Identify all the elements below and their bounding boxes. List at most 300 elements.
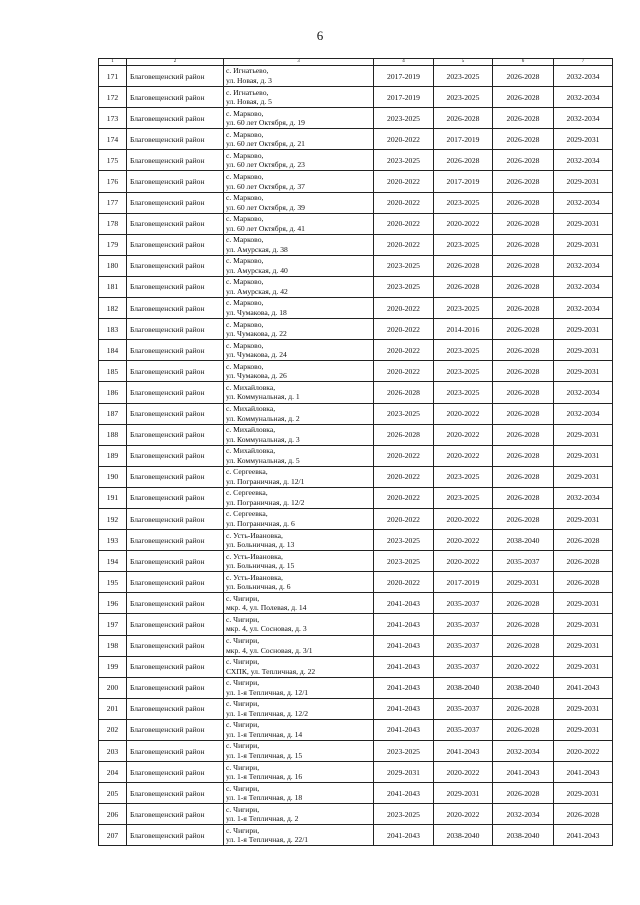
- address-street: ул. Коммунальная, д. 5: [226, 455, 300, 465]
- address-locality: с. Марково,: [226, 277, 264, 287]
- table-row: [99, 171, 613, 192]
- row-number: 201: [99, 698, 127, 719]
- period-col5-cell: 2020-2022: [434, 424, 493, 445]
- address-street: ул. Чумакова, д. 18: [226, 308, 287, 318]
- period-col6-cell: 2026-2028: [493, 361, 554, 382]
- column-header: 6: [493, 59, 554, 66]
- period-col4-cell: 2020-2022: [374, 445, 434, 466]
- period-col5-cell: 2029-2031: [434, 783, 493, 804]
- address-street: ул. 1-я Тепличная, д. 12/1: [226, 687, 309, 697]
- table-row: [99, 614, 613, 635]
- address-locality: с. Чигири,: [226, 635, 260, 645]
- district-cell: Благовещенский район: [127, 741, 224, 762]
- period-col4-cell: 2023-2025: [374, 403, 434, 424]
- district-cell: Благовещенский район: [127, 635, 224, 656]
- period-col4-cell: 2026-2028: [374, 382, 434, 403]
- address-cell: [224, 319, 374, 340]
- address-cell: [224, 741, 374, 762]
- address-street: ул. Пограничная, д. 6: [226, 519, 295, 529]
- address-locality: с. Марково,: [226, 129, 264, 139]
- table-row: [99, 804, 613, 825]
- table-row: [99, 298, 613, 319]
- table-row: [99, 66, 613, 87]
- row-number: 178: [99, 213, 127, 234]
- address-cell: [224, 276, 374, 297]
- table-row: [99, 593, 613, 614]
- address-locality: с. Чигири,: [226, 741, 260, 751]
- address-street: ул. 60 лет Октября, д. 21: [226, 139, 305, 149]
- address-street: ул. 60 лет Октября, д. 19: [226, 118, 305, 128]
- table-row: [99, 361, 613, 382]
- period-col4-cell: 2023-2025: [374, 551, 434, 572]
- district-cell: Благовещенский район: [127, 424, 224, 445]
- period-col7-cell: 2020-2022: [554, 741, 613, 762]
- address-locality: с. Чигири,: [226, 678, 260, 688]
- address-cell: [224, 698, 374, 719]
- period-col7-cell: 2029-2031: [554, 656, 613, 677]
- period-col5-cell: 2023-2025: [434, 192, 493, 213]
- period-col5-cell: 2035-2037: [434, 656, 493, 677]
- period-col6-cell: 2026-2028: [493, 276, 554, 297]
- table-row: [99, 445, 613, 466]
- address-cell: [224, 614, 374, 635]
- period-col5-cell: 2023-2025: [434, 487, 493, 508]
- row-number: 171: [99, 66, 127, 87]
- district-cell: Благовещенский район: [127, 783, 224, 804]
- period-col7-cell: 2029-2031: [554, 129, 613, 150]
- period-col7-cell: 2032-2034: [554, 403, 613, 424]
- period-col4-cell: 2023-2025: [374, 741, 434, 762]
- period-col5-cell: 2026-2028: [434, 150, 493, 171]
- address-street: ул. 60 лет Октября, д. 41: [226, 223, 305, 233]
- period-col7-cell: 2029-2031: [554, 719, 613, 740]
- period-col7-cell: 2032-2034: [554, 382, 613, 403]
- table-body: [99, 59, 613, 846]
- period-col6-cell: 2026-2028: [493, 487, 554, 508]
- table-row: [99, 741, 613, 762]
- district-cell: Благовещенский район: [127, 530, 224, 551]
- period-col5-cell: 2035-2037: [434, 593, 493, 614]
- period-col6-cell: 2026-2028: [493, 87, 554, 108]
- address-locality: с. Чигири,: [226, 657, 260, 667]
- address-cell: [224, 593, 374, 614]
- period-col5-cell: 2026-2028: [434, 276, 493, 297]
- address-cell: [224, 87, 374, 108]
- table-row: [99, 382, 613, 403]
- period-col4-cell: 2020-2022: [374, 171, 434, 192]
- address-locality: с. Марково,: [226, 235, 264, 245]
- period-col6-cell: 2038-2040: [493, 825, 554, 846]
- row-number: 184: [99, 340, 127, 361]
- district-cell: Благовещенский район: [127, 593, 224, 614]
- row-number: 181: [99, 276, 127, 297]
- period-col7-cell: 2026-2028: [554, 530, 613, 551]
- period-col5-cell: 2023-2025: [434, 340, 493, 361]
- district-cell: Благовещенский район: [127, 171, 224, 192]
- period-col5-cell: 2035-2037: [434, 698, 493, 719]
- address-cell: [224, 192, 374, 213]
- district-cell: Благовещенский район: [127, 234, 224, 255]
- address-street: ул. Амурская, д. 40: [226, 265, 288, 275]
- period-col4-cell: 2020-2022: [374, 487, 434, 508]
- row-number: 199: [99, 656, 127, 677]
- period-col7-cell: 2029-2031: [554, 445, 613, 466]
- address-cell: [224, 382, 374, 403]
- period-col4-cell: 2041-2043: [374, 656, 434, 677]
- address-street: ул. Больничная, д. 13: [226, 540, 295, 550]
- period-col6-cell: 2026-2028: [493, 424, 554, 445]
- address-locality: с. Сергеевка,: [226, 488, 268, 498]
- address-locality: с. Сергеевка,: [226, 509, 268, 519]
- table-row: [99, 530, 613, 551]
- district-cell: Благовещенский район: [127, 698, 224, 719]
- address-street: ул. 1-я Тепличная, д. 16: [226, 772, 303, 782]
- column-header: 5: [434, 59, 493, 66]
- period-col6-cell: 2020-2022: [493, 656, 554, 677]
- address-street: мкр. 4, ул. Сосновая, д. 3/1: [226, 645, 313, 655]
- period-col4-cell: 2023-2025: [374, 255, 434, 276]
- period-col7-cell: 2041-2043: [554, 825, 613, 846]
- period-col7-cell: 2029-2031: [554, 593, 613, 614]
- address-locality: с. Игнатьево,: [226, 66, 269, 76]
- period-col6-cell: 2038-2040: [493, 677, 554, 698]
- period-col4-cell: 2029-2031: [374, 762, 434, 783]
- period-col5-cell: 2038-2040: [434, 825, 493, 846]
- address-locality: с. Марково,: [226, 340, 264, 350]
- address-locality: с. Чигири,: [226, 825, 260, 835]
- address-locality: с. Чигири,: [226, 614, 260, 624]
- row-number: 176: [99, 171, 127, 192]
- address-street: ул. Новая, д. 5: [226, 97, 272, 107]
- row-number: 203: [99, 741, 127, 762]
- address-locality: с. Марково,: [226, 171, 264, 181]
- period-col7-cell: 2032-2034: [554, 255, 613, 276]
- address-cell: [224, 361, 374, 382]
- period-col5-cell: 2020-2022: [434, 762, 493, 783]
- district-cell: Благовещенский район: [127, 614, 224, 635]
- table-row: [99, 150, 613, 171]
- table-row: [99, 656, 613, 677]
- period-col4-cell: 2026-2028: [374, 424, 434, 445]
- district-cell: Благовещенский район: [127, 66, 224, 87]
- address-street: ул. Амурская, д. 42: [226, 286, 288, 296]
- row-number: 198: [99, 635, 127, 656]
- address-cell: [224, 213, 374, 234]
- column-header: 1: [99, 59, 127, 66]
- row-number: 197: [99, 614, 127, 635]
- period-col5-cell: 2020-2022: [434, 403, 493, 424]
- district-cell: Благовещенский район: [127, 192, 224, 213]
- period-col4-cell: 2041-2043: [374, 783, 434, 804]
- address-street: ул. 1-я Тепличная, д. 22/1: [226, 835, 309, 845]
- period-col4-cell: 2023-2025: [374, 530, 434, 551]
- period-col6-cell: 2026-2028: [493, 635, 554, 656]
- period-col4-cell: 2041-2043: [374, 719, 434, 740]
- period-col5-cell: 2020-2022: [434, 530, 493, 551]
- period-col5-cell: 2035-2037: [434, 614, 493, 635]
- period-col5-cell: 2023-2025: [434, 234, 493, 255]
- period-col6-cell: 2026-2028: [493, 719, 554, 740]
- table-row: [99, 825, 613, 846]
- table-row: [99, 466, 613, 487]
- period-col4-cell: 2023-2025: [374, 804, 434, 825]
- period-col6-cell: 2026-2028: [493, 614, 554, 635]
- period-col6-cell: 2026-2028: [493, 319, 554, 340]
- row-number: 190: [99, 466, 127, 487]
- table-row: [99, 129, 613, 150]
- address-cell: [224, 108, 374, 129]
- period-col6-cell: 2032-2034: [493, 804, 554, 825]
- column-header: 7: [554, 59, 613, 66]
- address-cell: [224, 719, 374, 740]
- period-col4-cell: 2020-2022: [374, 298, 434, 319]
- address-street: ул. Пограничная, д. 12/1: [226, 476, 305, 486]
- district-cell: Благовещенский район: [127, 804, 224, 825]
- row-number: 205: [99, 783, 127, 804]
- address-cell: [224, 66, 374, 87]
- period-col6-cell: 2026-2028: [493, 129, 554, 150]
- address-locality: с. Чигири,: [226, 762, 260, 772]
- address-locality: с. Михайловка,: [226, 425, 276, 435]
- address-street: мкр. 4, ул. Сосновая, д. 3: [226, 624, 307, 634]
- table-row: [99, 783, 613, 804]
- period-col7-cell: 2026-2028: [554, 551, 613, 572]
- address-locality: с. Усть-Ивановка,: [226, 551, 283, 561]
- period-col5-cell: 2023-2025: [434, 361, 493, 382]
- address-cell: [224, 171, 374, 192]
- district-cell: Благовещенский район: [127, 762, 224, 783]
- address-locality: с. Михайловка,: [226, 382, 276, 392]
- period-col7-cell: 2032-2034: [554, 298, 613, 319]
- table-row: [99, 635, 613, 656]
- page-number: 6: [316, 28, 324, 43]
- address-cell: [224, 530, 374, 551]
- period-col7-cell: 2032-2034: [554, 192, 613, 213]
- address-street: ул. 1-я Тепличная, д. 18: [226, 793, 303, 803]
- period-col4-cell: 2020-2022: [374, 466, 434, 487]
- district-cell: Благовещенский район: [127, 487, 224, 508]
- address-locality: с. Усть-Ивановка,: [226, 572, 283, 582]
- period-col7-cell: 2029-2031: [554, 698, 613, 719]
- row-number: 187: [99, 403, 127, 424]
- period-col4-cell: 2017-2019: [374, 87, 434, 108]
- district-cell: Благовещенский район: [127, 719, 224, 740]
- period-col5-cell: 2020-2022: [434, 551, 493, 572]
- address-street: ул. Чумакова, д. 26: [226, 371, 287, 381]
- address-cell: [224, 403, 374, 424]
- period-col7-cell: 2041-2043: [554, 677, 613, 698]
- period-col6-cell: 2026-2028: [493, 508, 554, 529]
- period-col4-cell: 2020-2022: [374, 234, 434, 255]
- address-cell: [224, 762, 374, 783]
- address-locality: с. Чигири,: [226, 720, 260, 730]
- address-street: ул. Пограничная, д. 12/2: [226, 497, 305, 507]
- district-cell: Благовещенский район: [127, 361, 224, 382]
- address-street: ул. 1-я Тепличная, д. 15: [226, 751, 303, 761]
- period-col4-cell: 2023-2025: [374, 108, 434, 129]
- period-col6-cell: 2026-2028: [493, 783, 554, 804]
- row-number: 172: [99, 87, 127, 108]
- period-col5-cell: 2020-2022: [434, 213, 493, 234]
- period-col4-cell: 2023-2025: [374, 276, 434, 297]
- schedule-table: [98, 58, 613, 846]
- period-col6-cell: 2026-2028: [493, 698, 554, 719]
- address-cell: [224, 804, 374, 825]
- period-col6-cell: 2026-2028: [493, 171, 554, 192]
- period-col6-cell: 2026-2028: [493, 593, 554, 614]
- period-col7-cell: 2029-2031: [554, 213, 613, 234]
- district-cell: Благовещенский район: [127, 276, 224, 297]
- row-number: 200: [99, 677, 127, 698]
- period-col5-cell: 2020-2022: [434, 804, 493, 825]
- table-row: [99, 677, 613, 698]
- district-cell: Благовещенский район: [127, 677, 224, 698]
- address-cell: [224, 255, 374, 276]
- period-col5-cell: 2023-2025: [434, 466, 493, 487]
- period-col7-cell: 2032-2034: [554, 487, 613, 508]
- address-locality: с. Марково,: [226, 108, 264, 118]
- period-col6-cell: 2026-2028: [493, 298, 554, 319]
- period-col7-cell: 2029-2031: [554, 508, 613, 529]
- period-col6-cell: 2026-2028: [493, 255, 554, 276]
- district-cell: Благовещенский район: [127, 445, 224, 466]
- row-number: 193: [99, 530, 127, 551]
- period-col6-cell: 2026-2028: [493, 466, 554, 487]
- district-cell: Благовещенский район: [127, 466, 224, 487]
- table-row: [99, 403, 613, 424]
- period-col4-cell: 2041-2043: [374, 614, 434, 635]
- period-col5-cell: 2020-2022: [434, 445, 493, 466]
- period-col7-cell: 2029-2031: [554, 424, 613, 445]
- address-locality: с. Марково,: [226, 319, 264, 329]
- address-street: ул. 60 лет Октября, д. 37: [226, 181, 305, 191]
- row-number: 186: [99, 382, 127, 403]
- table-row: [99, 192, 613, 213]
- row-number: 204: [99, 762, 127, 783]
- column-header: 3: [224, 59, 374, 66]
- period-col6-cell: 2026-2028: [493, 403, 554, 424]
- address-street: ул. 60 лет Октября, д. 23: [226, 160, 305, 170]
- address-cell: [224, 635, 374, 656]
- address-street: ул. Чумакова, д. 24: [226, 350, 287, 360]
- period-col5-cell: 2023-2025: [434, 87, 493, 108]
- period-col5-cell: 2038-2040: [434, 677, 493, 698]
- row-number: 202: [99, 719, 127, 740]
- table-row: [99, 213, 613, 234]
- address-locality: с. Чигири,: [226, 804, 260, 814]
- period-col6-cell: 2026-2028: [493, 340, 554, 361]
- period-col4-cell: 2020-2022: [374, 572, 434, 593]
- table-row: [99, 340, 613, 361]
- period-col7-cell: 2032-2034: [554, 276, 613, 297]
- district-cell: Благовещенский район: [127, 108, 224, 129]
- row-number: 188: [99, 424, 127, 445]
- address-cell: [224, 783, 374, 804]
- period-col7-cell: 2029-2031: [554, 234, 613, 255]
- address-locality: с. Игнатьево,: [226, 87, 269, 97]
- row-number: 192: [99, 508, 127, 529]
- table-row: [99, 319, 613, 340]
- column-number-row: [99, 59, 613, 66]
- address-cell: [224, 508, 374, 529]
- period-col7-cell: 2032-2034: [554, 87, 613, 108]
- address-street: ул. 1-я Тепличная, д. 2: [226, 814, 299, 824]
- row-number: 191: [99, 487, 127, 508]
- address-locality: с. Сергеевка,: [226, 467, 268, 477]
- address-locality: с. Михайловка,: [226, 446, 276, 456]
- column-header: 2: [127, 59, 224, 66]
- period-col4-cell: 2041-2043: [374, 635, 434, 656]
- district-cell: Благовещенский район: [127, 382, 224, 403]
- row-number: 195: [99, 572, 127, 593]
- period-col6-cell: 2041-2043: [493, 762, 554, 783]
- district-cell: Благовещенский район: [127, 340, 224, 361]
- district-cell: Благовещенский район: [127, 508, 224, 529]
- address-cell: [224, 656, 374, 677]
- address-street: ул. Больничная, д. 6: [226, 582, 291, 592]
- period-col6-cell: 2026-2028: [493, 192, 554, 213]
- period-col4-cell: 2023-2025: [374, 150, 434, 171]
- address-locality: с. Марково,: [226, 150, 264, 160]
- period-col6-cell: 2026-2028: [493, 445, 554, 466]
- period-col7-cell: 2029-2031: [554, 319, 613, 340]
- address-street: ул. Амурская, д. 38: [226, 244, 288, 254]
- table-row: [99, 719, 613, 740]
- period-col5-cell: 2041-2043: [434, 741, 493, 762]
- address-locality: с. Марково,: [226, 361, 264, 371]
- period-col5-cell: 2035-2037: [434, 719, 493, 740]
- period-col7-cell: 2029-2031: [554, 361, 613, 382]
- row-number: 206: [99, 804, 127, 825]
- table-row: [99, 551, 613, 572]
- period-col5-cell: 2023-2025: [434, 298, 493, 319]
- district-cell: Благовещенский район: [127, 572, 224, 593]
- address-cell: [224, 572, 374, 593]
- period-col4-cell: 2017-2019: [374, 66, 434, 87]
- row-number: 189: [99, 445, 127, 466]
- district-cell: Благовещенский район: [127, 150, 224, 171]
- period-col7-cell: 2029-2031: [554, 466, 613, 487]
- period-col4-cell: 2041-2043: [374, 677, 434, 698]
- period-col7-cell: 2029-2031: [554, 171, 613, 192]
- table-row: [99, 276, 613, 297]
- address-cell: [224, 340, 374, 361]
- district-cell: Благовещенский район: [127, 213, 224, 234]
- address-locality: с. Усть-Ивановка,: [226, 530, 283, 540]
- district-cell: Благовещенский район: [127, 319, 224, 340]
- address-cell: [224, 298, 374, 319]
- period-col7-cell: 2032-2034: [554, 108, 613, 129]
- period-col7-cell: 2029-2031: [554, 635, 613, 656]
- table-row: [99, 698, 613, 719]
- address-cell: [224, 487, 374, 508]
- period-col6-cell: 2026-2028: [493, 382, 554, 403]
- table-row: [99, 762, 613, 783]
- address-cell: [224, 424, 374, 445]
- address-street: ул. Новая, д. 3: [226, 76, 272, 86]
- row-number: 194: [99, 551, 127, 572]
- period-col7-cell: 2029-2031: [554, 783, 613, 804]
- period-col5-cell: 2026-2028: [434, 108, 493, 129]
- table-row: [99, 87, 613, 108]
- period-col7-cell: 2029-2031: [554, 340, 613, 361]
- row-number: 180: [99, 255, 127, 276]
- table-row: [99, 234, 613, 255]
- row-number: 177: [99, 192, 127, 213]
- period-col4-cell: 2020-2022: [374, 508, 434, 529]
- address-street: ул. 60 лет Октября, д. 39: [226, 202, 305, 212]
- period-col5-cell: 2017-2019: [434, 129, 493, 150]
